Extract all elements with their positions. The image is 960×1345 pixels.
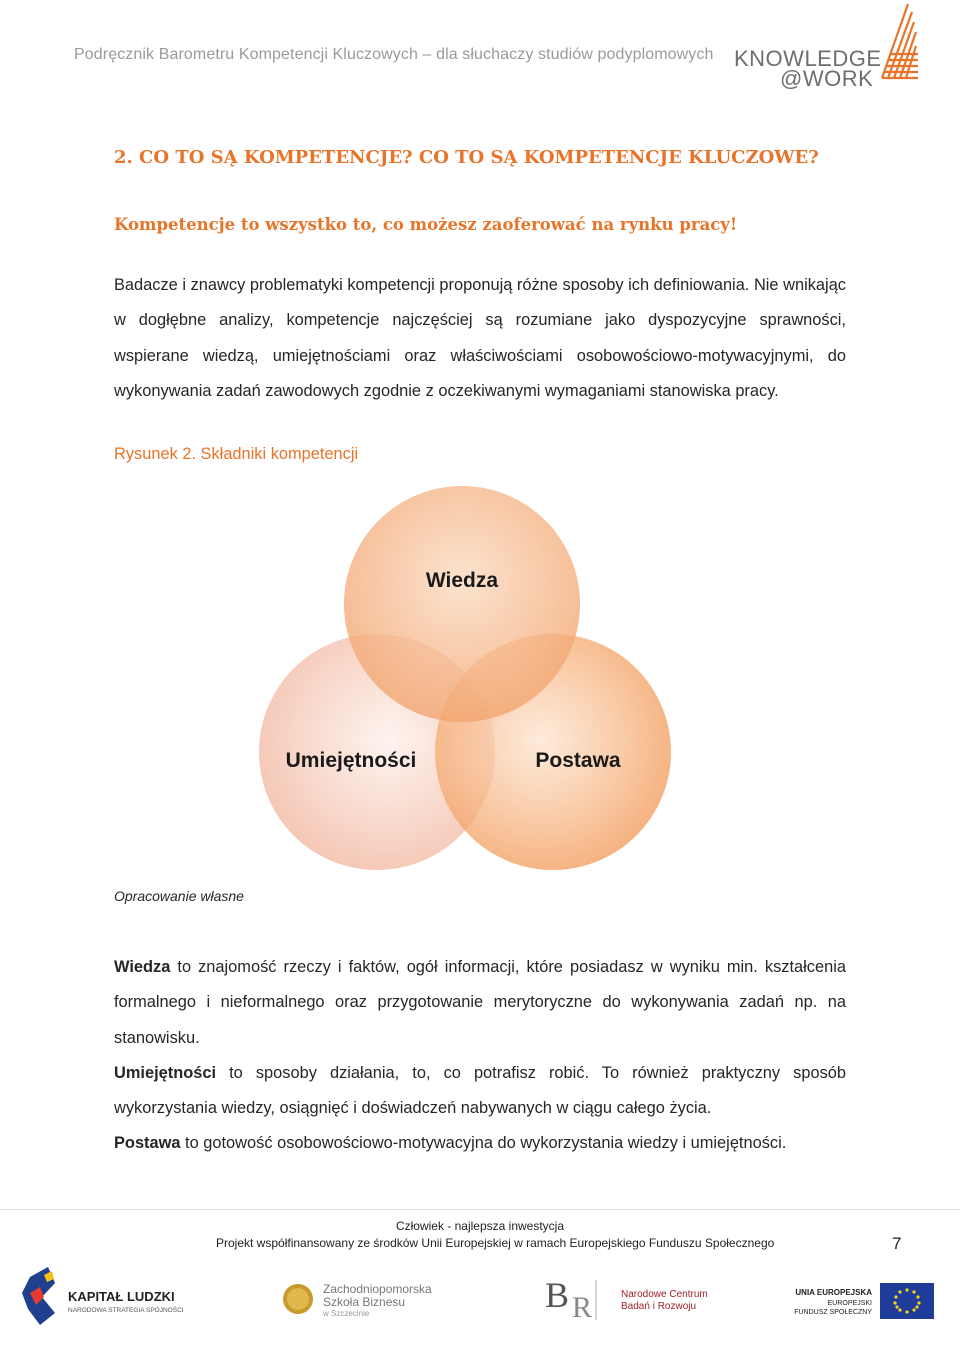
svg-text:B: B (545, 1275, 570, 1315)
footer-slogan-text: Człowiek - najlepsza inwestycja (395, 1219, 565, 1233)
page-number: 7 (892, 1234, 902, 1253)
footer-logos (0, 1265, 960, 1335)
figure-caption: Rysunek 2. Składniki kompetencji (114, 445, 359, 463)
definitions (114, 950, 846, 1162)
term-wiedza: Wiedza (114, 958, 171, 976)
kapital-ludzki-logo (22, 1267, 184, 1325)
logo1-title: KAPITAŁ LUDZKI (68, 1289, 175, 1304)
definition-wiedza (114, 950, 846, 1056)
label-postawa: Postawa (535, 749, 621, 772)
footer-funding-note: Projekt współfinansowany ze środków Unii Europejskiej w ramach Europejskiego Funduszu Społecznego (216, 1236, 775, 1250)
intro-paragraph: Badacze i znawcy problematyki kompetencji proponują różne sposoby ich definiowania. Nie wnikając w dogłębne analizy, kompetencje najczęściej są rozumiane jako dyspozycyjne sprawności, wspierane wiedzą, umiejętnościami oraz właściwościami osobowościowo-motywacyjnymi, do wykonywania zadań zawodowych zgodnie z oczekiwanymi wymaganiami stanowiska pracy. (114, 276, 846, 400)
logo1-subtitle: NARODOWA STRATEGIA SPÓJNOŚCI (68, 1307, 184, 1314)
logo-text-at-work: @WORK (780, 66, 874, 91)
logo4-line1: UNIA EUROPEJSKA (795, 1288, 872, 1297)
circle-wiedza (344, 486, 580, 722)
definition-umiejetnosci (114, 1056, 846, 1127)
svg-text:R: R (572, 1291, 593, 1324)
header-title: Podręcznik Barometru Kompetencji Kluczowych – dla słuchaczy studiów podyplomowych (74, 46, 714, 63)
text-wiedza: to znajomość rzeczy i faktów, ogół informacji, które posiadasz w wyniku min. kształcenia formalnego i nieformalnego oraz przygotowanie merytoryczne do wykonywania zadań np. na stanowisku. (114, 958, 846, 1047)
venn-diagram (240, 480, 700, 880)
label-wiedza: Wiedza (425, 569, 499, 592)
term-postawa: Postawa (114, 1134, 181, 1153)
stripes-icon (882, 4, 918, 78)
logo2-line3: w Szczecinie (323, 1309, 370, 1318)
logo4-line3: FUNDUSZ SPOŁECZNY (794, 1309, 872, 1316)
logo3-line1: Narodowe Centrum (621, 1289, 708, 1300)
figure-source: Opracowanie własne (114, 888, 244, 904)
footer-slogan (0, 1219, 960, 1233)
text-postawa: to gotowość osobowościowo-motywacyjna do wykorzystania wiedzy i umiejętności. (180, 1134, 787, 1153)
eu-logo (794, 1283, 934, 1319)
label-umiejetnosci: Umiejętności (285, 749, 417, 772)
ncbr-logo (545, 1275, 708, 1324)
section-heading: 2. CO TO SĄ KOMPETENCJE? CO TO SĄ KOMPETENCJE KLUCZOWE? (114, 147, 819, 168)
term-umiejetnosci: Umiejętności (114, 1063, 217, 1082)
logo4-line2: EUROPEJSKI (827, 1300, 872, 1307)
text-umiejetnosci: to sposoby działania, to, co potrafisz robić. To również praktyczny sposób wykorzystania wiedzy, osiągnięć i doświadczeń nabywanych w ciągu całego życia. (114, 1063, 846, 1118)
logo3-line2: Badań i Rozwoju (621, 1301, 697, 1312)
logo2-line2: Szkoła Biznesu (323, 1295, 406, 1309)
zsb-logo (283, 1282, 432, 1318)
footer-divider (0, 1209, 960, 1210)
logo-text-knowledge: KNOWLEDGE (734, 46, 882, 71)
section-subheading: Kompetencje to wszystko to, co możesz zaoferować na rynku pracy! (114, 215, 738, 234)
logo2-line1: Zachodniopomorska (323, 1282, 432, 1296)
definition-postawa (114, 1126, 846, 1161)
